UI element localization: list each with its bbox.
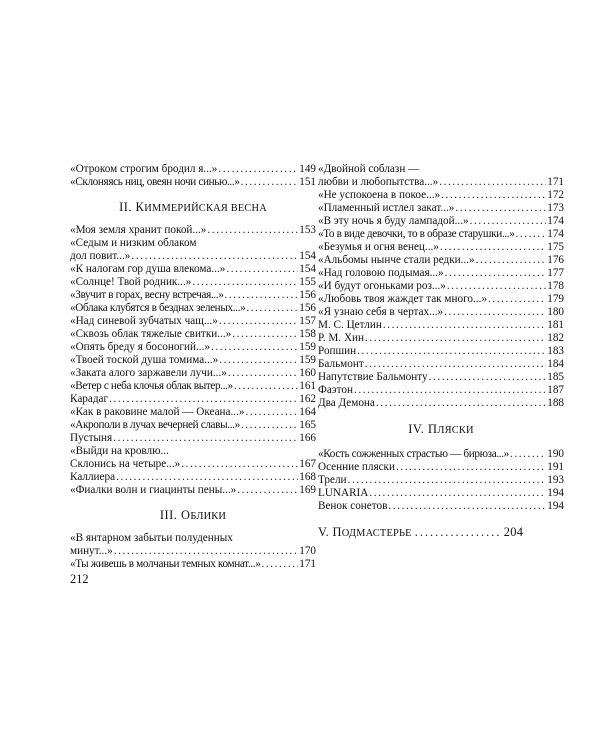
toc-entry[interactable] (318, 241, 564, 254)
toc-section-heading-3 (70, 508, 316, 524)
toc-entry-line (70, 471, 316, 484)
toc-entry-title: Фаэтон (318, 384, 353, 396)
toc-entry-title: Трели (318, 474, 347, 486)
toc-entry-title: «Акрополи в лучах вечерней славы...» (70, 419, 240, 431)
section-title-initial: К (135, 200, 145, 214)
toc-entry[interactable] (318, 371, 564, 384)
toc-entry-line (318, 500, 564, 513)
toc-entry-title: «Любовь твоя жаждет так много...» (318, 293, 487, 305)
toc-entry-page: 183 (547, 345, 564, 357)
page-number: 212 (70, 572, 89, 586)
dot-leader (225, 289, 299, 302)
dot-leader (192, 276, 298, 289)
toc-entry[interactable] (70, 393, 316, 406)
toc-entry-page: 159 (299, 341, 316, 353)
toc-entry-page: 161 (299, 380, 316, 392)
dot-leader (261, 558, 298, 571)
dot-leader (396, 461, 546, 474)
section-number: III. (159, 508, 178, 522)
toc-entry-title: «Кость сожженных страстью — бирюза...» (318, 448, 509, 460)
toc-entry-page: 188 (547, 397, 564, 409)
toc-entry-page: 168 (299, 471, 316, 483)
toc-entry[interactable] (70, 341, 316, 354)
toc-entry-title-line: «Выйди на кровлю... (70, 445, 169, 457)
toc-entry[interactable] (70, 532, 316, 558)
toc-entry-line (318, 358, 564, 371)
section-title-initial: О (180, 508, 191, 522)
toc-entry[interactable] (70, 237, 316, 263)
toc-entry-title: «Я узнаю себя в чертах...» (318, 306, 444, 318)
dot-leader (241, 419, 298, 432)
toc-entry-title: Склонись на четыре...» (70, 458, 181, 470)
toc-entry-title: «Заката алого заржавели лучи...» (70, 367, 227, 379)
toc-entry-line (318, 202, 564, 215)
toc-entry-title-line: «Двойной соблазн — (318, 163, 420, 175)
toc-entry-page: 191 (547, 461, 564, 473)
toc-entry-title: Р. М. Хин (318, 332, 365, 344)
toc-entry-title: Ропшин (318, 345, 357, 357)
section-title-initial: П (427, 422, 438, 436)
toc-entry-page: 167 (299, 458, 316, 470)
toc-entry[interactable] (70, 289, 316, 302)
toc-entry[interactable] (318, 397, 564, 410)
toc-entry[interactable] (318, 254, 564, 267)
toc-entry-page: 160 (299, 367, 316, 379)
toc-entry[interactable] (318, 358, 564, 371)
dot-leader (207, 224, 298, 237)
dot-leader (228, 367, 298, 380)
toc-entry-title: «Фиалки волн и гиацинты пены...» (70, 484, 237, 496)
dot-leader (365, 358, 546, 371)
toc-entry[interactable] (318, 306, 564, 319)
toc-entry-page: 166 (299, 432, 316, 444)
dot-leader (376, 397, 546, 410)
toc-entry-line (70, 380, 316, 393)
toc-entry[interactable] (70, 354, 316, 367)
dot-leader (218, 163, 298, 176)
toc-entry-page: 177 (547, 267, 564, 279)
toc-entry[interactable] (318, 345, 564, 358)
toc-entry-title: LUNARIA (318, 487, 369, 499)
toc-entry-page: 181 (547, 319, 564, 331)
toc-entry-line (318, 215, 564, 228)
toc-entry-page: 187 (547, 384, 564, 396)
toc-entry[interactable] (318, 448, 564, 461)
toc-entry-title: Бальмонт (318, 358, 364, 370)
toc-entry[interactable] (70, 263, 316, 276)
toc-entry-page: 174 (547, 228, 564, 240)
toc-entry-page: 174 (547, 215, 564, 227)
toc-entry-title: Каллиера (70, 471, 116, 483)
toc-entry-line (70, 406, 316, 419)
toc-entry-line (318, 371, 564, 384)
dot-leader (447, 280, 546, 293)
section-title-rest: ОДМАСТЕРЬЕ (341, 528, 412, 539)
toc-entry[interactable] (318, 189, 564, 202)
toc-entry-title: «Опять бреду я босоногий...» (70, 341, 210, 353)
dot-leader (246, 302, 298, 315)
toc-entry-title: «К налогам гор душа влекома...» (70, 263, 226, 275)
toc-entry-title: дол повит...» (70, 250, 131, 262)
toc-entry-line (70, 341, 316, 354)
toc-entry[interactable] (70, 224, 316, 237)
toc-entry-title: «То в виде девочки, то в образе старушки...» (318, 228, 515, 240)
toc-entry-page: 159 (299, 354, 316, 366)
dot-leader (113, 432, 298, 445)
toc-entry-line (70, 302, 316, 315)
toc-entry-line (318, 319, 564, 332)
toc-entry-line (70, 545, 316, 558)
toc-entry[interactable] (318, 267, 564, 280)
dot-leader (357, 345, 546, 358)
section-page-number: 204 (503, 525, 524, 539)
toc-entry-title: «Ветер с неба клочья облак вытер...» (70, 380, 233, 392)
toc-entry-page: 193 (547, 474, 564, 486)
toc-entry[interactable] (70, 367, 316, 380)
toc-entry-line (318, 474, 564, 487)
toc-entry-page: 175 (547, 241, 564, 253)
toc-entry-page: 157 (299, 315, 316, 327)
toc-entry[interactable] (318, 384, 564, 397)
section-number: IV. (408, 422, 425, 436)
toc-entry[interactable] (70, 176, 316, 189)
toc-entry-title: «Твоей тоской душа томима...» (70, 354, 219, 366)
toc-entry-line (70, 263, 316, 276)
toc-entry[interactable] (318, 163, 564, 189)
toc-entry[interactable] (70, 432, 316, 445)
toc-entry[interactable] (318, 228, 564, 241)
toc-entry[interactable] (318, 487, 564, 500)
toc-entry-page: 169 (299, 484, 316, 496)
dot-leader (354, 384, 546, 397)
toc-entry-line (70, 458, 316, 471)
dot-leader (116, 471, 298, 484)
dot-leader (131, 250, 298, 263)
dot-leader (476, 254, 547, 267)
toc-entry-page: 158 (299, 328, 316, 340)
toc-entry-title: любви и любопытства...» (318, 176, 439, 188)
toc-entry-title: «Звучит в горах, весну встречая...» (70, 289, 224, 301)
toc-entry-page: 184 (547, 358, 564, 370)
dot-leader (415, 525, 501, 539)
toc-entry-page: 149 (299, 163, 316, 175)
toc-entry[interactable] (70, 558, 316, 571)
toc-entry-line (70, 484, 316, 497)
toc-entry-line (318, 241, 564, 254)
toc-entry-line (318, 332, 564, 345)
dot-leader (219, 354, 298, 367)
toc-entry[interactable] (318, 474, 564, 487)
dot-leader (515, 228, 546, 241)
toc-entry[interactable] (70, 163, 316, 176)
toc-entry-title: «Моя земля хранит покой...» (70, 224, 207, 236)
toc-entry[interactable] (318, 280, 564, 293)
toc-entry-title: Пустыня (70, 432, 113, 444)
toc-entry-line (318, 293, 564, 306)
toc-entry-page: 171 (547, 176, 564, 188)
dot-leader (369, 487, 546, 500)
toc-entry-line (70, 354, 316, 367)
toc-entry-line (70, 176, 316, 189)
section-title-rest: БЛИКИ (190, 511, 227, 522)
toc-entry-title: «Над синевой зубчатых чащ...» (70, 315, 218, 327)
dot-leader (234, 380, 298, 393)
toc-entry-line (318, 254, 564, 267)
toc-entry-title: минут...» (70, 545, 113, 557)
toc-entry[interactable] (318, 319, 564, 332)
toc-entry-title: «Не успокоена в покое...» (318, 189, 441, 201)
toc-entry-title: М. С. Цетлин (318, 319, 382, 331)
toc-entry-title: Венок сонетов (318, 500, 388, 512)
toc-entry[interactable] (70, 406, 316, 419)
toc-entry-line (318, 397, 564, 410)
toc-entry-title: «Безумья и огня венец...» (318, 241, 439, 253)
toc-entry[interactable] (318, 215, 564, 228)
toc-entry[interactable] (70, 380, 316, 393)
toc-entry-line (318, 267, 564, 280)
toc-entry-line (318, 176, 564, 189)
toc-entry-title: «Как в раковине малой — Океана...» (70, 406, 245, 418)
toc-entry-line (318, 461, 564, 474)
dot-leader (232, 328, 298, 341)
toc-entry-page: 179 (547, 293, 564, 305)
toc-entry-page: 185 (547, 371, 564, 383)
toc-entry-page: 176 (547, 254, 564, 266)
toc-entry-page: 154 (299, 263, 316, 275)
toc-entry-line (70, 289, 316, 302)
toc-entry-page: 194 (547, 487, 564, 499)
toc-entry[interactable] (70, 328, 316, 341)
toc-entry-line (70, 432, 316, 445)
dot-leader (440, 241, 546, 254)
toc-entry-line (70, 224, 316, 237)
dot-leader (348, 474, 547, 487)
toc-entry[interactable] (70, 484, 316, 497)
toc-entry-title-line: «В янтарном забытьи полуденных (70, 532, 233, 544)
toc-entry-line (70, 328, 316, 341)
toc-section-heading-2 (318, 422, 564, 438)
dot-leader (181, 458, 298, 471)
toc-entry-line (318, 487, 564, 500)
toc-entry-title: «Сквозь облак тяжелые свитки...» (70, 328, 232, 340)
toc-entry-title: «Склоняясь ниц, овеян ночи синью...» (70, 176, 240, 188)
section-title-rest: ИММЕРИЙСКАЯ ВЕСНА (144, 203, 267, 214)
dot-leader (388, 500, 546, 513)
toc-entry-title: «В эту ночь я буду лампадой...» (318, 215, 469, 227)
toc-entry-page: 162 (299, 393, 316, 405)
dot-leader (109, 393, 298, 406)
toc-entry-line (318, 280, 564, 293)
toc-entry[interactable] (318, 500, 564, 513)
toc-entry[interactable] (70, 315, 316, 328)
toc-entry-page: 173 (547, 202, 564, 214)
toc-section-heading-3 (318, 525, 523, 541)
dot-leader (429, 371, 547, 384)
toc-entry-line (70, 558, 316, 571)
toc-entry-page: 153 (299, 224, 316, 236)
dot-leader (445, 267, 547, 280)
toc-entry-page: 172 (547, 189, 564, 201)
toc-entry-title: «Пламенный истлел закат...» (318, 202, 455, 214)
dot-leader (455, 202, 546, 215)
toc-entry-title: «Солнце! Твой родник...» (70, 276, 192, 288)
toc-entry[interactable] (70, 276, 316, 289)
dot-leader (444, 306, 546, 319)
toc-entry-title: Два Демона (318, 397, 375, 409)
toc-entry-page: 165 (299, 419, 316, 431)
dot-leader (488, 293, 546, 306)
toc-entry-line (70, 315, 316, 328)
toc-entry-page: 171 (299, 558, 316, 570)
toc-entry-page: 156 (299, 289, 316, 301)
toc-entry-page: 190 (547, 448, 564, 460)
toc-entry-line (318, 345, 564, 358)
section-title-rest: ЛЯСКИ (437, 425, 474, 436)
toc-entry[interactable] (318, 202, 564, 215)
toc-entry[interactable] (70, 471, 316, 484)
toc-entry[interactable] (318, 293, 564, 306)
toc-entry-page: 178 (547, 280, 564, 292)
toc-entry-line (318, 306, 564, 319)
toc-entry[interactable] (70, 419, 316, 432)
toc-section-heading-2 (70, 200, 316, 216)
toc-entry[interactable] (70, 302, 316, 315)
dot-leader (439, 176, 546, 189)
toc-entry-title: Напутствие Бальмонту (318, 371, 428, 383)
toc-entry-title: «Над головою подымая...» (318, 267, 444, 279)
toc-entry-title: Осенние пляски (318, 461, 395, 473)
toc-entry-line (318, 384, 564, 397)
toc-entry-page: 180 (547, 306, 564, 318)
toc-entry-title-line: «Седым и низким облаком (70, 237, 197, 249)
toc-entry-line (70, 250, 316, 263)
dot-leader (211, 341, 298, 354)
toc-entry[interactable] (70, 445, 316, 471)
toc-entry-line (70, 419, 316, 432)
dot-leader (114, 545, 299, 558)
toc-entry-page: 170 (299, 545, 316, 557)
toc-entry-page: 156 (299, 302, 316, 314)
section-title-initial: П (332, 525, 342, 539)
dot-leader (383, 319, 546, 332)
section-number: II. (119, 200, 132, 214)
toc-entry-page: 182 (547, 332, 564, 344)
dot-leader (470, 215, 547, 228)
toc-entry-title: Карадаг (70, 393, 109, 405)
section-heading-text (318, 525, 412, 541)
toc-entry-page: 155 (299, 276, 316, 288)
toc-entry-title: «Альбомы нынче стали редки...» (318, 254, 475, 266)
dot-leader (241, 176, 299, 189)
toc-entry-line (70, 367, 316, 380)
section-number: V. (318, 525, 333, 539)
toc-entry-line (70, 276, 316, 289)
dot-leader (219, 315, 298, 328)
toc-entry-title: «Ты живешь в молчаньи темных комнат...» (70, 558, 261, 570)
dot-leader (237, 484, 298, 497)
dot-leader (365, 332, 546, 345)
toc-entry-line (70, 393, 316, 406)
toc-entry-title: «Облака клубятся в безднах зеленых...» (70, 302, 246, 314)
toc-entry-line (318, 448, 564, 461)
toc-entry-title: «И будут огоньками роз...» (318, 280, 446, 292)
dot-leader (245, 406, 298, 419)
dot-leader (510, 448, 546, 461)
toc-entry[interactable] (318, 461, 564, 474)
toc-entry-page: 151 (299, 176, 316, 188)
dot-leader (441, 189, 546, 202)
toc-entry-page: 154 (299, 250, 316, 262)
dot-leader (226, 263, 298, 276)
toc-entry[interactable] (318, 332, 564, 345)
toc-entry-title: «Отроком строгим бродил я...» (70, 163, 218, 175)
toc-entry-page: 164 (299, 406, 316, 418)
toc-entry-line (318, 228, 564, 241)
toc-entry-line (70, 163, 316, 176)
toc-entry-line (318, 189, 564, 202)
toc-entry-page: 194 (547, 500, 564, 512)
